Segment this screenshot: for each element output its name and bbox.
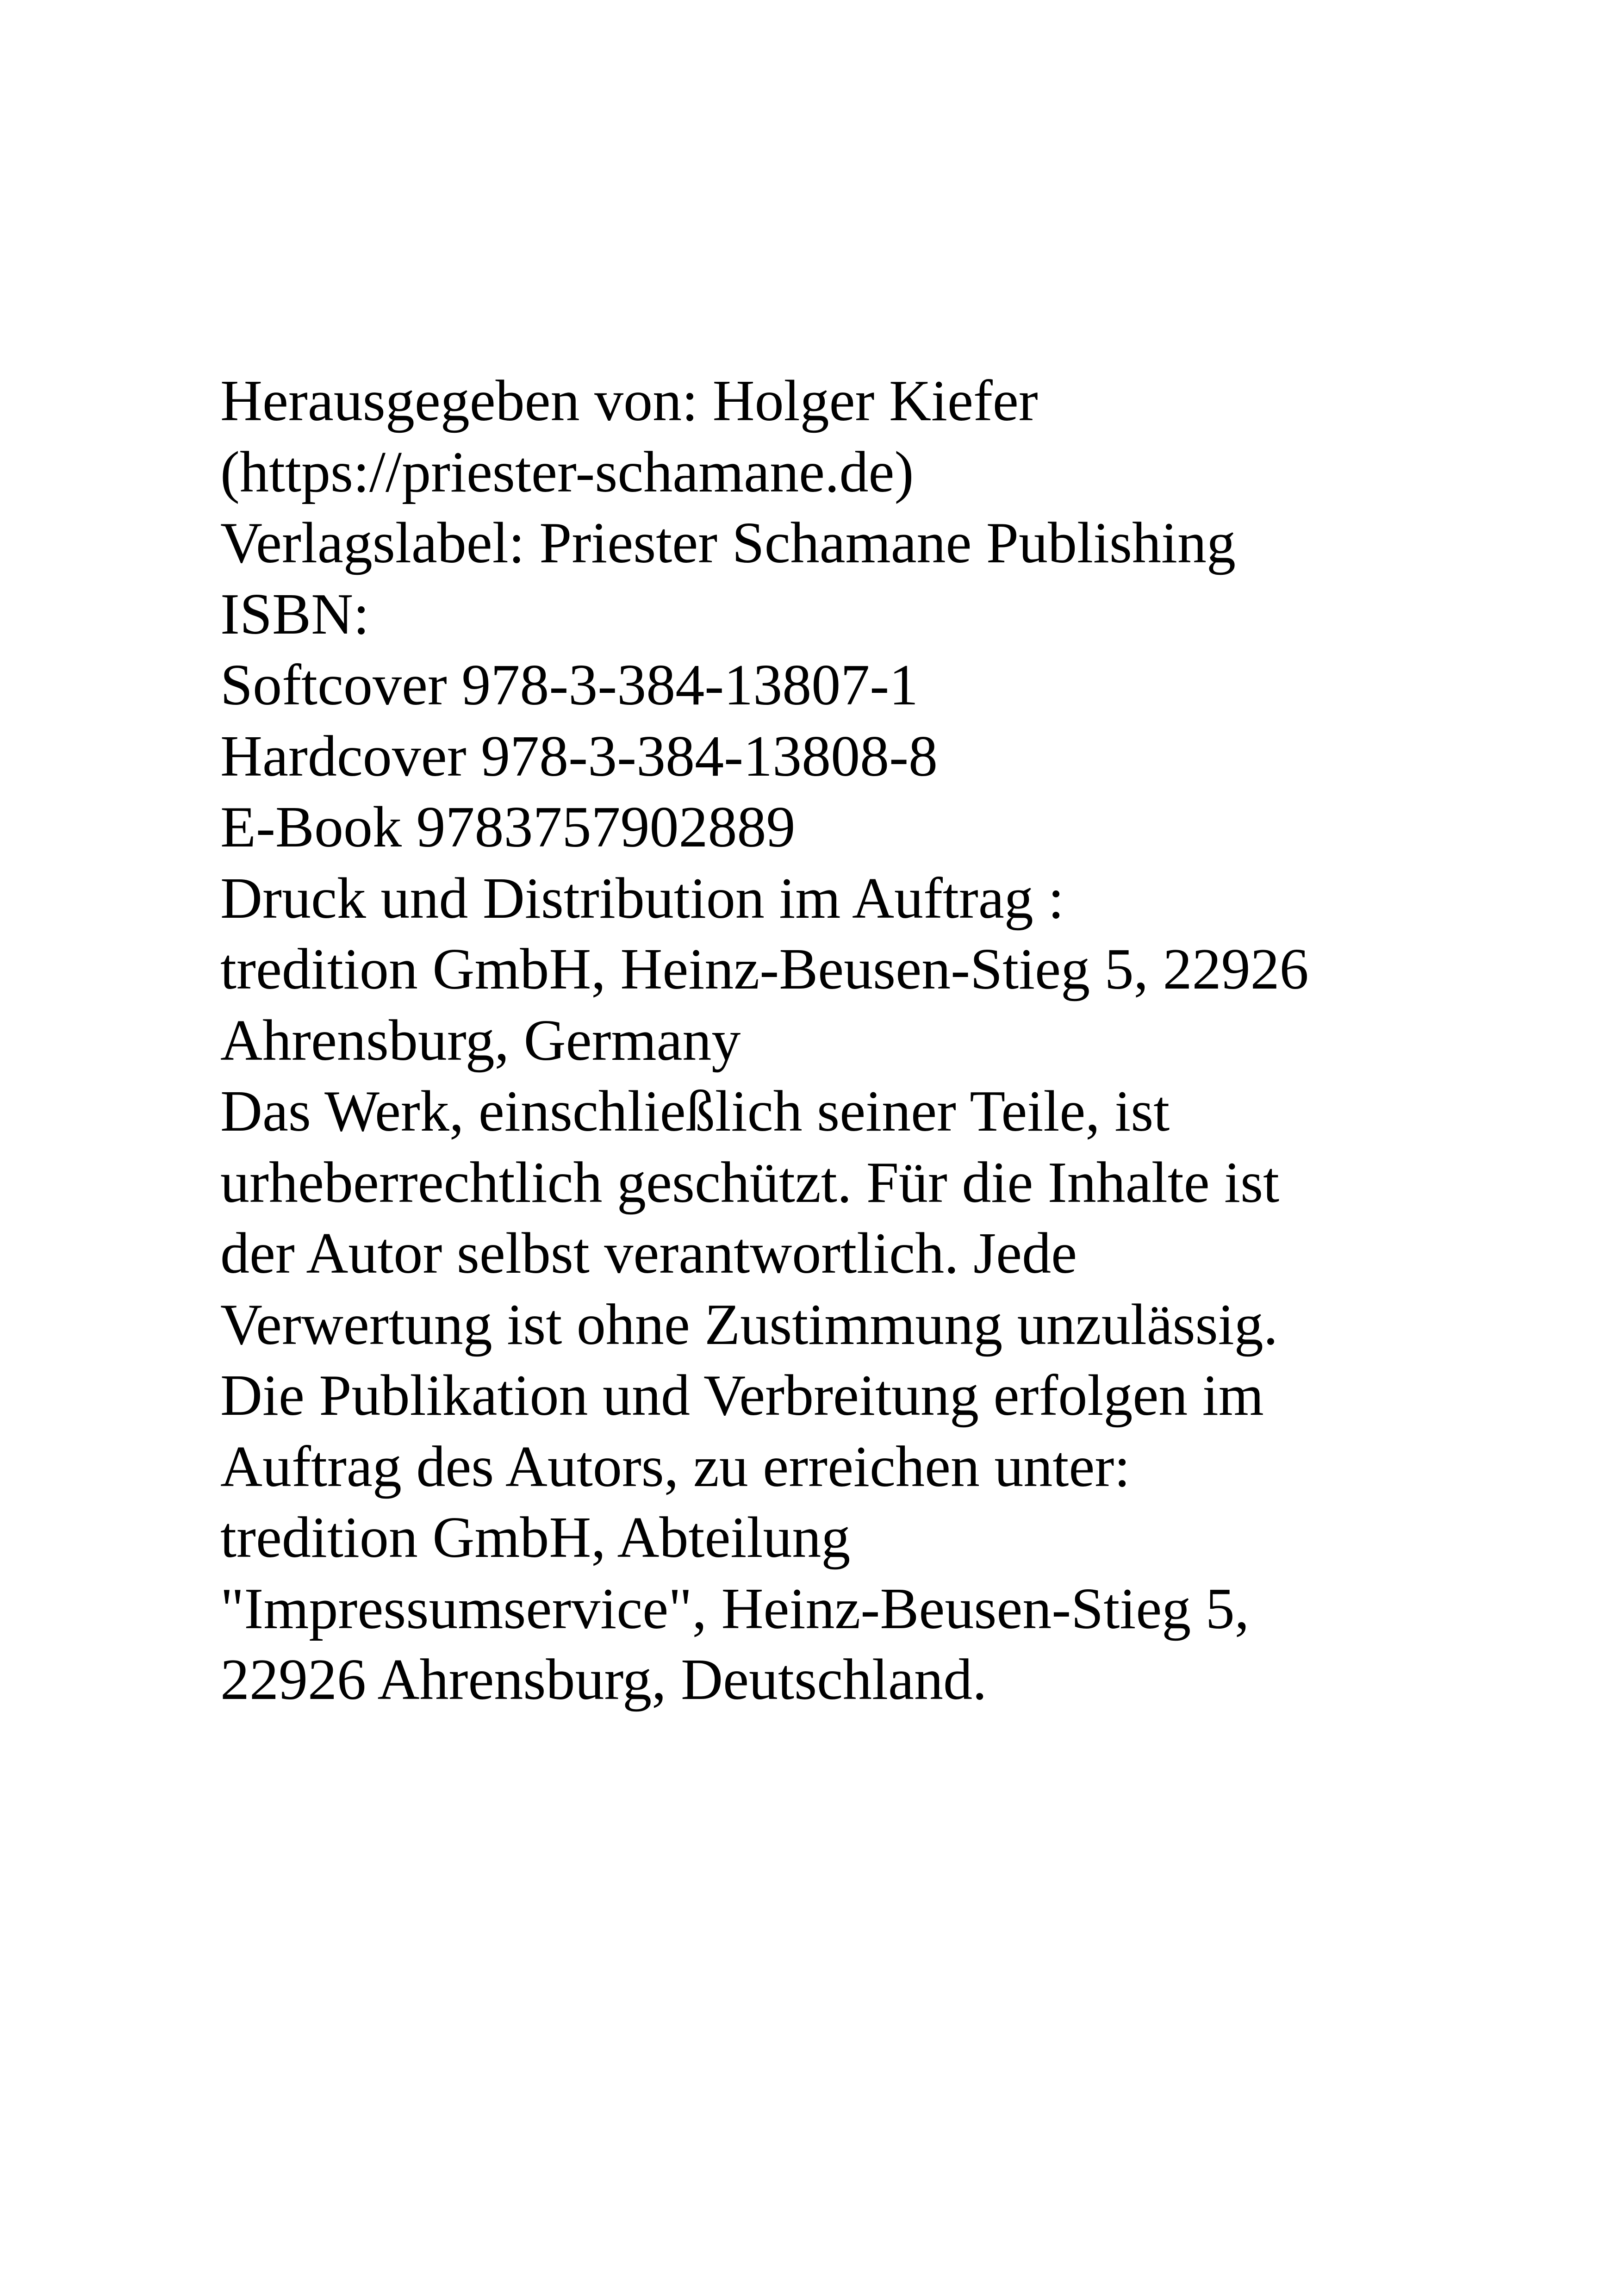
imprint-copyright-line: der Autor selbst verantwortlich. Jede [220, 1221, 1077, 1286]
imprint-distribution-line: Auftrag des Autors, zu erreichen unter: [220, 1434, 1131, 1499]
imprint-contact-address: 22926 Ahrensburg, Deutschland. [220, 1648, 987, 1712]
imprint-print-heading: Druck und Distribution im Auftrag : [220, 866, 1064, 931]
imprint-hardcover-isbn: Hardcover 978-3-384-13808-8 [220, 724, 938, 789]
imprint-website-line: (https://priester-schamane.de) [220, 440, 914, 504]
imprint-softcover-isbn: Softcover 978-3-384-13807-1 [220, 653, 919, 717]
imprint-contact-address: "Impressumservice", Heinz-Beusen-Stieg 5, [220, 1576, 1250, 1641]
imprint-ebook-isbn: E-Book 9783757902889 [220, 795, 796, 859]
imprint-publisher-line: Herausgegeben von: Holger Kiefer [220, 369, 1038, 433]
imprint-contact-address: tredition GmbH, Abteilung [220, 1506, 851, 1570]
imprint-block [220, 366, 1424, 1716]
imprint-label-line: Verlagslabel: Priester Schamane Publishing [220, 511, 1236, 575]
imprint-copyright-line: Das Werk, einschließlich seiner Teile, ist [220, 1079, 1170, 1144]
imprint-copyright-line: Verwertung ist ohne Zustimmung unzulässig. [220, 1292, 1278, 1357]
imprint-isbn-heading: ISBN: [220, 582, 370, 647]
imprint-copyright-line: urheberrechtlich geschützt. Für die Inhalte ist [220, 1150, 1280, 1215]
imprint-distribution-line: Die Publikation und Verbreitung erfolgen im [220, 1363, 1264, 1428]
imprint-printer-address-1: tredition GmbH, Heinz-Beusen-Stieg 5, 22926 [220, 937, 1309, 1002]
imprint-printer-address-2: Ahrensburg, Germany [220, 1008, 741, 1073]
